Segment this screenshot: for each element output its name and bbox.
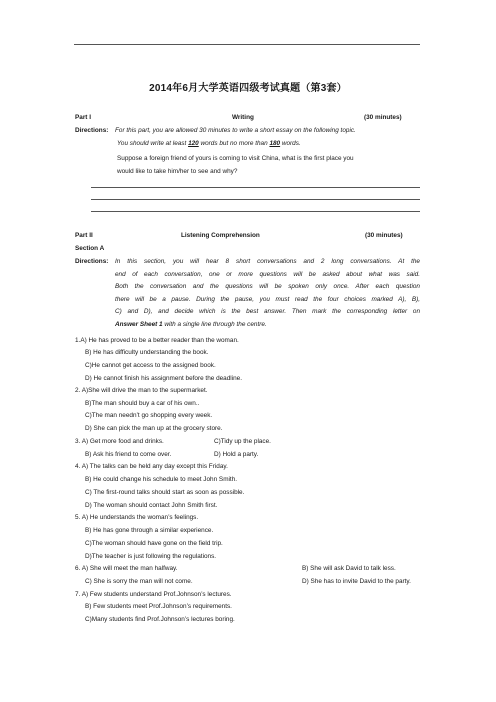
line2-post: words. — [280, 140, 301, 147]
q2-b: B)The man should buy a car of his own.. — [85, 400, 200, 407]
q5-d: D)The teacher is just following the regulations. — [85, 553, 217, 560]
part1-prompt-line1: Suppose a foreign friend of yours is coming to visit China, what is the first place you — [117, 155, 354, 162]
q6-b: B) She will ask David to talk less. — [302, 565, 396, 572]
writing-line-3 — [91, 211, 420, 212]
part2-directions-label: Directions: — [75, 258, 109, 265]
part1-prompt-line2: would like to take him/her to see and why? — [117, 168, 238, 175]
q5-b: B) He has gone through a similar experience. — [85, 527, 214, 534]
part1-directions-line2 — [117, 139, 301, 148]
q3-d: D) Hold a party. — [214, 451, 259, 458]
q4-c: C) The first-round talks should start as soon as possible. — [85, 489, 245, 496]
q6-a: 6. A) She will meet the man halfway. — [75, 565, 178, 572]
q6-c: C) She is sorry the man will not come. — [85, 578, 193, 585]
top-rule — [74, 44, 420, 45]
dir-line-5: C) and D), and decide which is the best answer. Then mark the corresponding letter on — [115, 308, 420, 315]
dir-line-6-rest: with a single line through the centre. — [162, 320, 267, 328]
q6-d: D) She has to invite David to the party. — [302, 578, 411, 585]
writing-line-1 — [91, 187, 420, 188]
q5-a: 5. A) He understands the woman’s feelings. — [75, 514, 199, 521]
part1-name: Writing — [232, 114, 254, 121]
line2-mid: words but no more than — [198, 140, 270, 147]
q7-c: C)Many students find Prof.Johnson’s lectures boring. — [85, 616, 235, 623]
q1-d: D) He cannot finish his assignment before the deadline. — [85, 375, 243, 382]
dir-line-2: end of each conversation, one or more questions will be asked about what was said. — [115, 270, 420, 278]
q2-c: C)The man needn’t go shopping every week. — [85, 412, 213, 419]
q3-b: B) Ask his friend to come over. — [85, 451, 172, 458]
dir-line-1: In this section, you will hear 8 short conversations and 2 long conversations. At the — [115, 258, 420, 265]
part2-name: Listening Comprehension — [181, 232, 260, 239]
q1-b: B) He has difficulty understanding the book. — [85, 349, 209, 356]
part1-time: (30 minutes) — [364, 114, 402, 121]
dir-line-3: Both the conversation and the questions will be spoken only once. After each question — [115, 283, 420, 290]
q2-a: 2. A)She will drive the man to the supermarket. — [75, 387, 208, 394]
q7-a: 7. A) Few students understand Prof.Johnson’s lectures. — [75, 591, 232, 598]
q7-b: B) Few students meet Prof.Johnson’s requirements. — [85, 603, 232, 610]
q3-a: 3. A) Get more food and drinks. — [75, 438, 164, 445]
part2-label: Part II — [75, 232, 93, 239]
dir-line-6 — [115, 320, 420, 329]
dir-line-4: there will be a pause. During the pause, you must read the four choices marked A), B), — [115, 295, 420, 303]
q4-b: B) He could change his schedule to meet John Smith. — [85, 476, 238, 483]
part1-directions-line1: For this part, you are allowed 30 minutes to write a short essay on the following topic. — [115, 127, 356, 134]
section-a-heading: Section A — [75, 245, 105, 252]
max-words: 180 — [269, 140, 281, 147]
part2-time: (30 minutes) — [365, 232, 403, 239]
page-title: 2014年6月大学英语四级考试真题（第3套） — [149, 83, 347, 94]
part1-directions-label: Directions: — [75, 127, 109, 134]
q2-d: D) She can pick the man up at the grocery store. — [85, 425, 223, 432]
writing-line-2 — [91, 199, 420, 200]
q1-c: C)He cannot get access to the assigned book. — [85, 362, 216, 369]
part2-directions-block — [115, 257, 420, 329]
part1-label: Part I — [75, 114, 91, 121]
q1-a: 1.A) He has proved to be a better reader than the woman. — [75, 337, 239, 344]
min-words: 120 — [188, 140, 199, 147]
q3-c: C)Tidy up the place. — [214, 438, 271, 445]
answer-sheet-ref: Answer Sheet 1 — [115, 320, 163, 328]
q4-a: 4. A) The talks can be held any day except this Friday. — [75, 463, 228, 470]
q4-d: D) The woman should contact John Smith first. — [85, 502, 218, 509]
line2-pre: You should write at least — [117, 140, 189, 147]
q5-c: C)The woman should have gone on the field trip. — [85, 540, 223, 547]
